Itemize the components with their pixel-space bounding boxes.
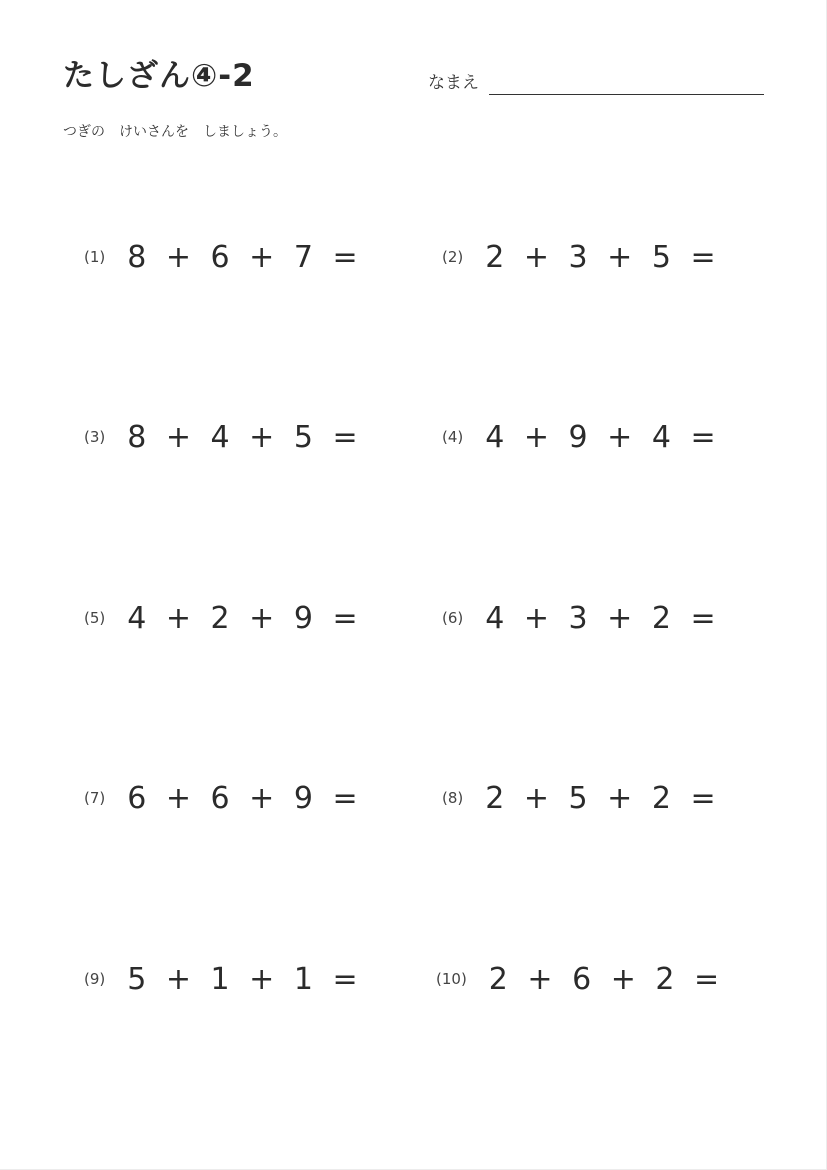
problem-expression: 8 + 6 + 7 = (127, 239, 359, 275)
problem-item (442, 237, 717, 277)
problem-number: (1) (84, 248, 106, 266)
name-field[interactable] (428, 66, 765, 96)
problem-number: (4) (442, 428, 464, 446)
problem-item (442, 417, 717, 457)
problem-expression: 8 + 4 + 5 = (127, 419, 359, 455)
name-underline[interactable] (489, 94, 764, 95)
problem-expression: 2 + 5 + 2 = (485, 780, 717, 816)
name-label: なまえ (428, 73, 479, 93)
problem-item (436, 959, 720, 999)
problem-number: (10) (436, 970, 467, 988)
problem-item (84, 959, 359, 999)
problem-item (84, 778, 359, 818)
problem-expression: 6 + 6 + 9 = (127, 780, 359, 816)
page-title: たしざん④-2 (63, 58, 255, 94)
instruction-text: つぎの けいさんを しましょう。 (63, 124, 287, 140)
problem-item (442, 778, 717, 818)
problem-item (84, 598, 359, 638)
problem-expression: 4 + 2 + 9 = (127, 600, 359, 636)
problem-number: (8) (442, 789, 464, 807)
problem-expression: 2 + 3 + 5 = (485, 239, 717, 275)
problem-expression: 5 + 1 + 1 = (127, 961, 359, 997)
problem-expression: 4 + 9 + 4 = (485, 419, 717, 455)
problem-number: (7) (84, 789, 106, 807)
problem-item (442, 598, 717, 638)
problem-item (84, 237, 359, 277)
problem-number: (3) (84, 428, 106, 446)
problem-number: (5) (84, 609, 106, 627)
problem-number: (9) (84, 970, 106, 988)
problem-expression: 4 + 3 + 2 = (485, 600, 717, 636)
problem-number: (2) (442, 248, 464, 266)
problem-item (84, 417, 359, 457)
problem-number: (6) (442, 609, 464, 627)
problem-expression: 2 + 6 + 2 = (488, 961, 721, 997)
